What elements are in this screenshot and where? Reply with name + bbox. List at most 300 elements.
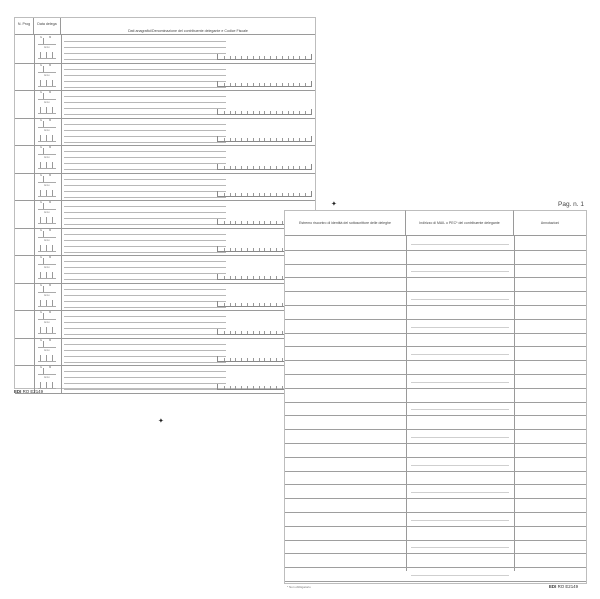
year-mark: Anno xyxy=(44,156,50,159)
email-write-line[interactable] xyxy=(411,575,509,576)
taxpayer-cell[interactable] xyxy=(61,228,315,256)
prog-number-cell[interactable] xyxy=(15,173,35,201)
fiscal-code-tick xyxy=(282,111,283,114)
month-mark: M xyxy=(49,91,52,94)
fiscal-code-tick xyxy=(241,386,242,389)
day-mark: G xyxy=(40,201,43,204)
record-row xyxy=(15,365,315,394)
fiscal-code-tick xyxy=(293,111,294,114)
date-line xyxy=(38,264,56,265)
page-number: Pag. n. 1 xyxy=(558,201,585,208)
fiscal-code-tick xyxy=(305,56,306,59)
table-row-line xyxy=(285,484,586,485)
fiscal-code-tick xyxy=(270,386,271,389)
fiscal-code-tick xyxy=(259,83,260,86)
table-row-line xyxy=(285,553,586,554)
fiscal-code-tick xyxy=(259,56,260,59)
fiscal-code-tick xyxy=(264,166,265,169)
header-email-pec: Indirizzo di MAIL o PEC* del contribuente delegante xyxy=(406,210,514,236)
write-line xyxy=(64,108,226,109)
write-line xyxy=(64,96,226,97)
date-line xyxy=(38,223,56,224)
fiscal-code-tick xyxy=(224,56,225,59)
day-mark: G xyxy=(40,283,43,287)
write-line xyxy=(64,240,226,241)
record-row xyxy=(15,63,315,92)
fiscal-code-tick xyxy=(224,248,225,251)
fiscal-code-tick xyxy=(253,331,254,334)
fiscal-code-tick xyxy=(264,358,265,361)
prog-number-cell[interactable] xyxy=(15,255,35,283)
date-line xyxy=(38,127,56,128)
fiscal-code-boxes[interactable] xyxy=(217,54,312,60)
taxpayer-cell[interactable] xyxy=(61,365,315,393)
record-row xyxy=(15,35,315,64)
fiscal-code-tick xyxy=(235,83,236,86)
fiscal-code-tick xyxy=(230,138,231,141)
fiscal-code-boxes[interactable] xyxy=(217,164,312,170)
fiscal-code-tick xyxy=(288,193,289,196)
record-row xyxy=(15,228,315,257)
table-row-line xyxy=(285,443,586,444)
day-mark: G xyxy=(40,311,43,314)
email-write-line[interactable] xyxy=(411,244,509,245)
fiscal-code-tick xyxy=(224,386,225,389)
email-write-line[interactable] xyxy=(411,409,509,410)
write-line xyxy=(64,185,226,186)
date-cell[interactable] xyxy=(34,200,62,228)
date-cell[interactable] xyxy=(34,145,62,173)
taxpayer-cell[interactable] xyxy=(61,200,315,228)
form-code: RO E2149 xyxy=(557,584,579,589)
record-row xyxy=(15,200,315,229)
table-row-line xyxy=(285,457,586,458)
fiscal-code-tick xyxy=(241,248,242,251)
fiscal-code-tick xyxy=(305,83,306,86)
fiscal-code-tick xyxy=(241,276,242,279)
write-line xyxy=(64,163,226,164)
write-line xyxy=(64,344,226,345)
fiscal-code-tick xyxy=(282,138,283,141)
month-mark: M xyxy=(49,118,52,122)
taxpayer-cell[interactable] xyxy=(61,90,315,118)
fiscal-code-tick xyxy=(276,166,277,169)
fiscal-code-tick xyxy=(276,138,277,141)
column-divider xyxy=(514,236,515,571)
fiscal-code-tick xyxy=(235,138,236,141)
fiscal-code-tick xyxy=(241,111,242,114)
fiscal-code-tick xyxy=(230,56,231,59)
date-line xyxy=(38,99,56,100)
taxpayer-cell[interactable] xyxy=(61,283,315,311)
month-mark: M xyxy=(49,36,52,39)
day-mark: G xyxy=(40,118,43,122)
write-line xyxy=(64,307,226,308)
fiscal-code-tick xyxy=(224,111,225,114)
table-row-line xyxy=(285,277,586,278)
fiscal-code-tick xyxy=(241,303,242,306)
write-line xyxy=(64,356,226,357)
write-line xyxy=(64,212,226,213)
fiscal-code-tick xyxy=(224,138,225,141)
write-line xyxy=(64,169,226,170)
fiscal-code-boxes[interactable] xyxy=(217,191,312,197)
day-mark: G xyxy=(40,228,43,232)
taxpayer-cell[interactable] xyxy=(61,118,315,146)
write-line xyxy=(64,316,226,317)
date-line xyxy=(38,113,56,114)
fiscal-code-tick xyxy=(253,83,254,86)
write-line xyxy=(64,206,226,207)
fiscal-code-tick xyxy=(230,303,231,306)
fiscal-code-tick xyxy=(230,276,231,279)
date-cell[interactable] xyxy=(34,310,62,338)
date-cell[interactable] xyxy=(34,35,62,63)
fiscal-code-tick xyxy=(230,358,231,361)
prog-number-cell[interactable] xyxy=(15,118,35,146)
fiscal-code-tick xyxy=(305,111,306,114)
date-cell[interactable] xyxy=(34,90,62,118)
email-write-line[interactable] xyxy=(411,382,509,383)
fiscal-code-tick xyxy=(282,331,283,334)
fiscal-code-tick xyxy=(299,138,300,141)
write-line xyxy=(64,130,226,131)
table-row-line xyxy=(285,581,586,582)
write-line xyxy=(64,289,226,290)
table-row-line xyxy=(285,333,586,334)
year-mark: Anno xyxy=(44,266,50,269)
write-line xyxy=(64,301,226,302)
taxpayer-cell[interactable] xyxy=(61,338,315,366)
date-cell[interactable] xyxy=(34,63,62,91)
register-page-right xyxy=(284,210,587,584)
write-line xyxy=(64,191,226,192)
year-mark: Anno xyxy=(44,73,50,77)
fiscal-code-tick xyxy=(264,303,265,306)
write-line xyxy=(64,261,226,262)
date-line xyxy=(38,251,56,252)
write-line xyxy=(64,53,226,54)
write-line xyxy=(64,362,226,363)
fiscal-code-tick xyxy=(235,303,236,306)
email-write-line[interactable] xyxy=(411,520,509,521)
record-row xyxy=(15,310,315,339)
fiscal-code-tick xyxy=(253,111,254,114)
fiscal-code-tick xyxy=(247,303,248,306)
fiscal-code-tick xyxy=(230,331,231,334)
fiscal-code-tick xyxy=(276,248,277,251)
write-line xyxy=(64,69,226,70)
table-row-line xyxy=(285,402,586,403)
date-cell[interactable] xyxy=(34,338,62,366)
fiscal-code-tick xyxy=(230,111,231,114)
fiscal-code-tick xyxy=(253,221,254,224)
fiscal-code-tick xyxy=(259,386,260,389)
fiscal-code-tick xyxy=(235,248,236,251)
fiscal-code-tick xyxy=(235,386,236,389)
year-mark: Anno xyxy=(44,183,50,187)
prog-number-cell[interactable] xyxy=(15,90,35,118)
prog-number-cell[interactable] xyxy=(15,310,35,338)
date-line xyxy=(38,141,56,142)
fiscal-code-tick xyxy=(264,111,265,114)
fiscal-code-tick xyxy=(276,386,277,389)
table-row-line xyxy=(285,471,586,472)
fiscal-code-tick xyxy=(259,331,260,334)
fiscal-code-tick xyxy=(276,56,277,59)
year-mark: Anno xyxy=(44,101,50,104)
email-write-line[interactable] xyxy=(411,354,509,355)
form-code: RO E2149 xyxy=(22,389,44,394)
write-line xyxy=(64,267,226,268)
fiscal-code-tick xyxy=(282,166,283,169)
taxpayer-cell[interactable] xyxy=(61,173,315,201)
prog-number-cell[interactable] xyxy=(15,35,35,63)
table-row-line xyxy=(285,429,586,430)
date-cell[interactable] xyxy=(34,283,62,311)
fiscal-code-tick xyxy=(247,358,248,361)
prog-number-cell[interactable] xyxy=(15,283,35,311)
fiscal-code-tick xyxy=(259,248,260,251)
day-mark: G xyxy=(40,91,43,94)
email-write-line[interactable] xyxy=(411,271,509,272)
fiscal-code-tick xyxy=(241,331,242,334)
header-delegation-date: Data delega xyxy=(34,18,61,35)
taxpayer-cell[interactable] xyxy=(61,145,315,173)
write-line xyxy=(64,322,226,323)
record-row xyxy=(15,255,315,284)
write-line xyxy=(64,41,226,42)
fiscal-code-tick xyxy=(230,248,231,251)
record-row xyxy=(15,338,315,367)
year-mark: Anno xyxy=(44,293,50,297)
email-write-line[interactable] xyxy=(411,437,509,438)
write-line xyxy=(64,279,226,280)
write-line xyxy=(64,136,226,137)
fiscal-code-tick xyxy=(259,138,260,141)
write-line xyxy=(64,124,226,125)
date-line xyxy=(38,168,56,169)
footnote: * Non obbligatorio xyxy=(287,585,311,589)
fiscal-code-tick xyxy=(241,193,242,196)
fiscal-code-tick xyxy=(276,358,277,361)
year-mark: Anno xyxy=(44,376,50,379)
date-cell[interactable] xyxy=(34,255,62,283)
left-page-footer xyxy=(14,389,43,394)
table-row-line xyxy=(285,526,586,527)
write-line xyxy=(64,102,226,103)
write-line xyxy=(64,142,226,143)
fiscal-code-tick xyxy=(235,358,236,361)
write-line xyxy=(64,383,226,384)
fiscal-code-tick xyxy=(264,276,265,279)
write-line xyxy=(64,224,226,225)
fiscal-code-tick xyxy=(288,138,289,141)
fiscal-code-tick xyxy=(305,138,306,141)
fiscal-code-tick xyxy=(264,386,265,389)
table-row-line xyxy=(285,291,586,292)
fiscal-code-tick xyxy=(270,221,271,224)
fiscal-code-tick xyxy=(241,358,242,361)
email-write-line[interactable] xyxy=(411,299,509,300)
fiscal-code-tick xyxy=(259,111,260,114)
write-line xyxy=(64,328,226,329)
table-row-line xyxy=(285,388,586,389)
record-row xyxy=(15,173,315,202)
write-line xyxy=(64,371,226,372)
fiscal-code-tick xyxy=(270,111,271,114)
fiscal-code-tick xyxy=(276,83,277,86)
date-cell[interactable] xyxy=(34,228,62,256)
fiscal-code-tick xyxy=(270,248,271,251)
month-mark: M xyxy=(49,256,52,259)
fiscal-code-tick xyxy=(235,331,236,334)
write-line xyxy=(64,350,226,351)
write-line xyxy=(64,252,226,253)
fiscal-code-tick xyxy=(259,193,260,196)
fiscal-code-tick xyxy=(235,111,236,114)
day-mark: G xyxy=(40,256,43,259)
fiscal-code-tick xyxy=(241,56,242,59)
date-line xyxy=(38,58,56,59)
fiscal-code-tick xyxy=(224,303,225,306)
fiscal-code-tick xyxy=(264,248,265,251)
fiscal-code-boxes[interactable] xyxy=(217,109,312,115)
fiscal-code-tick xyxy=(224,83,225,86)
write-line xyxy=(64,273,226,274)
date-cell[interactable] xyxy=(34,173,62,201)
fiscal-code-tick xyxy=(253,166,254,169)
email-write-line[interactable] xyxy=(411,492,509,493)
fiscal-code-tick xyxy=(253,248,254,251)
fiscal-code-tick xyxy=(282,193,283,196)
prog-number-cell[interactable] xyxy=(15,145,35,173)
fiscal-code-tick xyxy=(293,83,294,86)
write-line xyxy=(64,334,226,335)
fiscal-code-tick xyxy=(224,166,225,169)
fiscal-code-tick xyxy=(224,331,225,334)
fiscal-code-tick xyxy=(241,221,242,224)
fiscal-code-tick xyxy=(259,166,260,169)
date-line xyxy=(38,278,56,279)
write-line xyxy=(64,114,226,115)
day-mark: G xyxy=(40,146,43,149)
fiscal-code-tick xyxy=(230,221,231,224)
date-line xyxy=(38,44,56,45)
fiscal-code-tick xyxy=(276,193,277,196)
fiscal-code-tick xyxy=(264,221,265,224)
email-write-line[interactable] xyxy=(411,327,509,328)
fiscal-code-tick xyxy=(247,56,248,59)
fiscal-code-tick xyxy=(235,166,236,169)
email-write-line[interactable] xyxy=(411,547,509,548)
fiscal-code-tick xyxy=(282,386,283,389)
fiscal-code-tick xyxy=(235,221,236,224)
taxpayer-cell[interactable] xyxy=(61,63,315,91)
fiscal-code-tick xyxy=(259,276,260,279)
fiscal-code-tick xyxy=(259,303,260,306)
register-page-left xyxy=(14,17,316,389)
fiscal-code-boxes[interactable] xyxy=(217,81,312,87)
write-line xyxy=(64,151,226,152)
edi-logo: EDI xyxy=(549,584,557,589)
date-line xyxy=(38,319,56,320)
table-row-line xyxy=(285,305,586,306)
month-mark: M xyxy=(49,311,52,314)
table-row-line xyxy=(285,512,586,513)
fiscal-code-tick xyxy=(224,193,225,196)
prog-number-cell[interactable] xyxy=(15,63,35,91)
registration-mark-icon: ✦ xyxy=(158,418,164,425)
fiscal-code-tick xyxy=(293,193,294,196)
fiscal-code-tick xyxy=(276,276,277,279)
write-line xyxy=(64,47,226,48)
write-line xyxy=(64,179,226,180)
fiscal-code-tick xyxy=(253,276,254,279)
fiscal-code-tick xyxy=(230,166,231,169)
edi-logo: EDI xyxy=(14,389,22,394)
table-row-line xyxy=(285,360,586,361)
write-line xyxy=(64,59,226,60)
month-mark: M xyxy=(49,146,52,149)
fiscal-code-boxes[interactable] xyxy=(217,136,312,142)
day-mark: G xyxy=(40,338,43,342)
fiscal-code-tick xyxy=(247,138,248,141)
date-line xyxy=(38,182,56,183)
year-mark: Anno xyxy=(44,321,50,324)
prog-number-cell[interactable] xyxy=(15,228,35,256)
header-notes: Annotazioni xyxy=(514,210,586,236)
fiscal-code-tick xyxy=(270,166,271,169)
fiscal-code-tick xyxy=(247,248,248,251)
taxpayer-cell[interactable] xyxy=(61,310,315,338)
month-mark: M xyxy=(49,63,52,67)
fiscal-code-tick xyxy=(270,358,271,361)
date-cell[interactable] xyxy=(34,118,62,146)
fiscal-code-tick xyxy=(276,331,277,334)
fiscal-code-tick xyxy=(264,193,265,196)
fiscal-code-tick xyxy=(288,56,289,59)
prog-number-cell[interactable] xyxy=(15,200,35,228)
fiscal-code-tick xyxy=(282,83,283,86)
fiscal-code-tick xyxy=(282,248,283,251)
write-line xyxy=(64,157,226,158)
fiscal-code-tick xyxy=(253,56,254,59)
year-mark: Anno xyxy=(44,348,50,352)
day-mark: G xyxy=(40,63,43,67)
prog-number-cell[interactable] xyxy=(15,338,35,366)
date-line xyxy=(38,72,56,73)
fiscal-code-tick xyxy=(259,358,260,361)
fiscal-code-tick xyxy=(247,83,248,86)
fiscal-code-tick xyxy=(270,331,271,334)
taxpayer-cell[interactable] xyxy=(61,35,315,63)
fiscal-code-tick xyxy=(270,56,271,59)
date-line xyxy=(38,374,56,375)
fiscal-code-tick xyxy=(299,83,300,86)
fiscal-code-tick xyxy=(224,221,225,224)
fiscal-code-tick xyxy=(241,166,242,169)
record-row xyxy=(15,118,315,147)
taxpayer-cell[interactable] xyxy=(61,255,315,283)
fiscal-code-tick xyxy=(253,303,254,306)
fiscal-code-tick xyxy=(299,166,300,169)
fiscal-code-tick xyxy=(235,56,236,59)
date-line xyxy=(38,292,56,293)
email-write-line[interactable] xyxy=(411,465,509,466)
fiscal-code-tick xyxy=(241,83,242,86)
table-row-line xyxy=(285,346,586,347)
